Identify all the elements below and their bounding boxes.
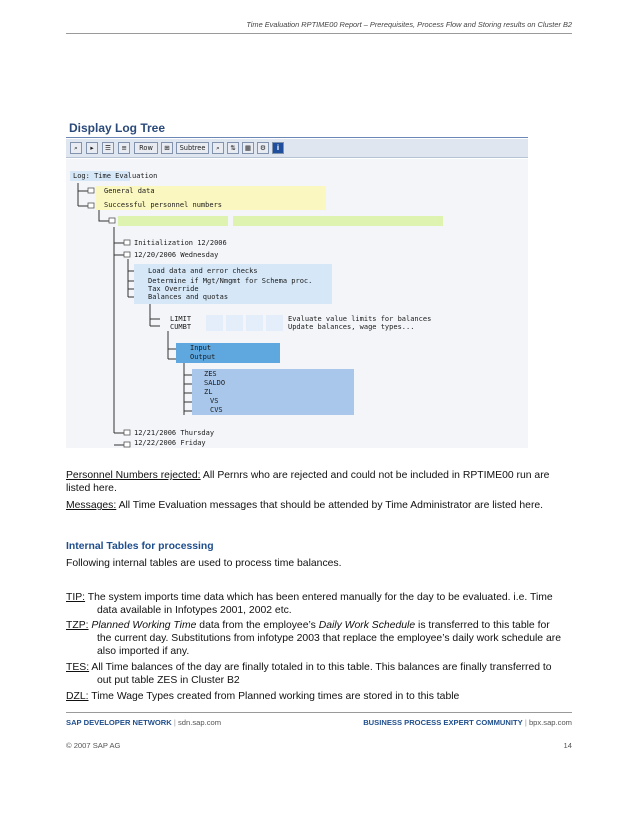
tree-node-day1[interactable]: 12/20/2006 Wednesday <box>134 251 219 259</box>
rejected-label: Personnel Numbers rejected: <box>66 470 201 481</box>
tzp-paragraph <box>66 619 576 658</box>
param-cell <box>266 315 283 331</box>
footer-sdn-label: SAP DEVELOPER NETWORK <box>66 718 172 727</box>
tree-node-determine[interactable]: Determine if Mgt/Nmgmt for Schema proc. <box>148 277 313 285</box>
param-cell <box>206 315 223 331</box>
tes-line-2: out put table ZES in Cluster B2 <box>97 675 240 686</box>
name-highlight <box>233 216 443 226</box>
section-heading: Internal Tables for processing <box>66 541 214 552</box>
info-icon[interactable]: i <box>272 142 284 154</box>
log-tree-screenshot <box>66 115 528 448</box>
tip-label: TIP: <box>66 592 86 603</box>
tzp-italic-1: Planned Working Time <box>91 620 197 631</box>
messages-label: Messages: <box>66 500 117 511</box>
settings-icon[interactable]: ⚙ <box>257 142 269 154</box>
search-icon[interactable]: ⌕ <box>212 142 224 154</box>
header-rule <box>66 33 572 34</box>
tes-paragraph <box>66 661 576 687</box>
tree-node-cvs[interactable]: CVS <box>210 406 223 414</box>
page-number: 14 <box>563 741 572 750</box>
messages-paragraph <box>66 499 576 512</box>
pernr-highlight <box>118 216 228 226</box>
tree-node-zes[interactable]: ZES <box>204 370 217 378</box>
title-rule <box>66 137 528 138</box>
rejected-text: All Pernrs who are rejected and could not be included in RPTIME00 run are listed here. <box>66 470 550 494</box>
layout-icon[interactable]: ▦ <box>242 142 254 154</box>
footer-left <box>66 718 221 727</box>
footer-separator: | <box>173 718 176 727</box>
tree-node-zl[interactable]: ZL <box>204 388 213 396</box>
dzl-text: Time Wage Types created from Planned working times are stored in to this table <box>88 691 460 702</box>
tip-paragraph <box>66 591 576 617</box>
tzp-line-2: the current day. Substitutions from infotype 2003 that replace the employee’s daily work schedule are <box>97 633 561 644</box>
footer-right <box>363 718 572 727</box>
dzl-label: DZL: <box>66 691 89 702</box>
tes-line-1: All Time balances of the day are finally totaled in to this table. This balances are finally transferred to <box>89 662 552 673</box>
sort-icon[interactable]: ⇅ <box>227 142 239 154</box>
param-cell <box>226 315 243 331</box>
collapse-icon[interactable]: ≡ <box>118 142 130 154</box>
tree-node-day3[interactable]: 12/22/2006 Friday <box>134 439 206 447</box>
tree-icon[interactable]: ⊞ <box>161 142 173 154</box>
subtree-button[interactable]: Subtree <box>176 142 209 154</box>
tzp-label: TZP: <box>66 620 89 631</box>
tree-node-init[interactable]: Initialization 12/2006 <box>134 239 227 247</box>
tip-line-2: data available in Infotypes 2001, 2002 etc. <box>97 605 292 616</box>
tzp-mid: data from the employee’s <box>196 620 319 631</box>
tzp-italic-2: Daily Work Schedule <box>318 620 416 631</box>
limit-description: Evaluate value limits for balances <box>288 315 432 323</box>
expand-icon[interactable]: ☰ <box>102 142 114 154</box>
tree-node-saldo[interactable]: SALDO <box>204 379 226 387</box>
tree-node-day2[interactable]: 12/21/2006 Thursday <box>134 429 215 437</box>
screen-title: Display Log Tree <box>69 121 166 135</box>
tree-node-tax[interactable]: Tax Override <box>148 285 199 293</box>
application-toolbar <box>66 139 528 158</box>
find-icon[interactable]: ⌕ <box>70 142 82 154</box>
tree-node-general[interactable]: General data <box>104 187 155 195</box>
param-cell <box>246 315 263 331</box>
running-header: Time Evaluation RPTIME00 Report – Prerequisites, Process Flow and Storing results on Cluster B2 <box>246 20 572 29</box>
row-button[interactable]: Row <box>134 142 158 154</box>
tzp-line-3: also imported if any. <box>97 646 190 657</box>
footer-bpx-link[interactable]: bpx.sap.com <box>528 718 572 727</box>
tree-node-vs[interactable]: VS <box>210 397 219 405</box>
tree-node-cumbt[interactable]: CUMBT <box>170 323 192 331</box>
tree-node-load[interactable]: Load data and error checks <box>148 267 258 275</box>
tree-node-successful[interactable]: Successful personnel numbers <box>104 201 223 209</box>
tree-node-input[interactable]: Input <box>190 344 212 352</box>
dzl-paragraph <box>66 690 576 703</box>
footer-bpx-label: BUSINESS PROCESS EXPERT COMMUNITY <box>363 718 523 727</box>
tzp-post: is transferred to this table for <box>415 620 550 631</box>
footer-separator: | <box>524 718 527 727</box>
tree-node-limit[interactable]: LIMIT <box>170 315 192 323</box>
rejected-paragraph <box>66 469 576 495</box>
footer-sdn-link[interactable]: sdn.sap.com <box>178 718 222 727</box>
footer-rule <box>66 712 572 713</box>
tree-node-balances[interactable]: Balances and quotas <box>148 293 229 301</box>
tree-area <box>66 159 528 448</box>
tes-label: TES: <box>66 662 90 673</box>
intro-paragraph: Following internal tables are used to process time balances. <box>66 558 342 569</box>
cumbt-description: Update balances, wage types... <box>288 323 415 331</box>
copyright: © 2007 SAP AG <box>66 741 121 750</box>
messages-text: All Time Evaluation messages that should be attended by Time Administrator are listed here. <box>116 500 544 511</box>
tip-line-1: The system imports time data which has been entered manually for the day to be evaluated. i.e. Time <box>85 592 553 603</box>
tree-node-output[interactable]: Output <box>190 353 216 361</box>
select-icon[interactable]: ▸ <box>86 142 98 154</box>
tree-node-root[interactable]: Log: Time Evaluation <box>73 172 158 180</box>
